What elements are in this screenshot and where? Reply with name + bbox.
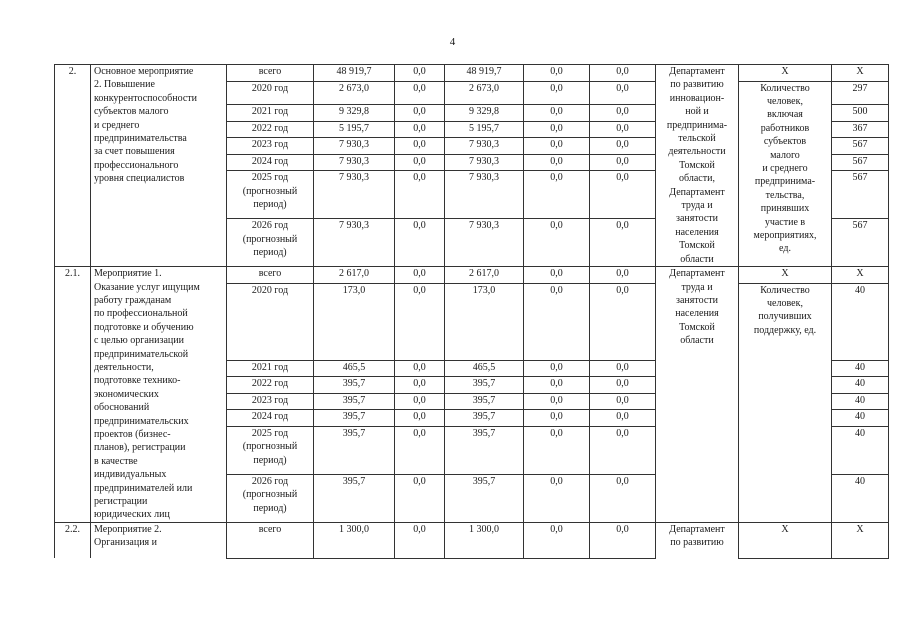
- amount-total: 7 930,3: [314, 219, 395, 267]
- period-cell: 2020 год: [227, 81, 314, 105]
- amount-local: 0,0: [524, 283, 590, 360]
- amount-federal: 0,0: [395, 105, 445, 122]
- amount-local: 0,0: [524, 219, 590, 267]
- amount-total: 7 930,3: [314, 138, 395, 155]
- indicator-value: 40: [832, 360, 889, 377]
- amount-regional: 395,7: [445, 474, 524, 522]
- indicator-value: 500: [832, 105, 889, 122]
- amount-local: 0,0: [524, 105, 590, 122]
- period-cell: 2021 год: [227, 105, 314, 122]
- indicator-value: 567: [832, 171, 889, 219]
- amount-local: 0,0: [524, 121, 590, 138]
- section-number: 2.: [55, 65, 91, 267]
- amount-federal: 0,0: [395, 171, 445, 219]
- amount-total: 465,5: [314, 360, 395, 377]
- amount-total: 395,7: [314, 410, 395, 427]
- amount-regional: 395,7: [445, 426, 524, 474]
- indicator-value: 567: [832, 138, 889, 155]
- amount-total: 395,7: [314, 377, 395, 394]
- amount-regional: 465,5: [445, 360, 524, 377]
- amount-federal: 0,0: [395, 219, 445, 267]
- amount-total: 48 919,7: [314, 65, 395, 82]
- executor-cell: Департамент по развитию: [656, 522, 739, 558]
- period-cell: 2022 год: [227, 121, 314, 138]
- section-name: Основное мероприятие 2. Повышение конкурентоспособности субъектов малого и среднего предпринимательства за счет повышения профессионального уровня специалистов: [91, 65, 227, 267]
- amount-local: 0,0: [524, 171, 590, 219]
- indicator-value: 40: [832, 426, 889, 474]
- amount-regional: 7 930,3: [445, 171, 524, 219]
- executor-cell: Департамент труда и занятости населения Томской области: [656, 267, 739, 523]
- amount-total: 395,7: [314, 426, 395, 474]
- table-row: [55, 522, 889, 558]
- amount-other: 0,0: [590, 522, 656, 558]
- amount-other: 0,0: [590, 360, 656, 377]
- section-number: 2.2.: [55, 522, 91, 558]
- amount-total: 395,7: [314, 474, 395, 522]
- amount-total: 1 300,0: [314, 522, 395, 558]
- amount-regional: 2 617,0: [445, 267, 524, 284]
- indicator-value-header: X: [832, 65, 889, 82]
- amount-local: 0,0: [524, 154, 590, 171]
- section-number: 2.1.: [55, 267, 91, 523]
- amount-local: 0,0: [524, 522, 590, 558]
- amount-local: 0,0: [524, 474, 590, 522]
- indicator-header: X: [739, 267, 832, 284]
- period-cell: 2026 год (прогнозный период): [227, 219, 314, 267]
- executor-cell: Департамент по развитию инновацион- ной и предпринима- тельской деятельности Томской области, Департамент труда и занятости населения Томской области: [656, 65, 739, 267]
- amount-federal: 0,0: [395, 377, 445, 394]
- amount-regional: 5 195,7: [445, 121, 524, 138]
- indicator-header: X: [739, 522, 832, 558]
- amount-regional: 395,7: [445, 410, 524, 427]
- amount-other: 0,0: [590, 474, 656, 522]
- indicator-value: 40: [832, 474, 889, 522]
- period-cell: 2020 год: [227, 283, 314, 360]
- period-cell: 2022 год: [227, 377, 314, 394]
- period-cell: 2024 год: [227, 410, 314, 427]
- indicator-value: 40: [832, 393, 889, 410]
- amount-regional: 7 930,3: [445, 219, 524, 267]
- amount-federal: 0,0: [395, 81, 445, 105]
- indicator-value: 40: [832, 410, 889, 427]
- page-number: 4: [449, 36, 456, 48]
- table-row: [55, 65, 889, 82]
- period-cell: 2021 год: [227, 360, 314, 377]
- period-cell: 2023 год: [227, 393, 314, 410]
- period-cell: 2025 год (прогнозный период): [227, 171, 314, 219]
- indicator-value: 367: [832, 121, 889, 138]
- amount-total: 5 195,7: [314, 121, 395, 138]
- period-cell: 2026 год (прогнозный период): [227, 474, 314, 522]
- amount-federal: 0,0: [395, 154, 445, 171]
- amount-other: 0,0: [590, 138, 656, 155]
- amount-local: 0,0: [524, 65, 590, 82]
- amount-federal: 0,0: [395, 426, 445, 474]
- amount-regional: 395,7: [445, 393, 524, 410]
- amount-federal: 0,0: [395, 138, 445, 155]
- amount-federal: 0,0: [395, 522, 445, 558]
- indicator-value: 40: [832, 283, 889, 360]
- amount-regional: 1 300,0: [445, 522, 524, 558]
- period-cell: всего: [227, 65, 314, 82]
- amount-other: 0,0: [590, 393, 656, 410]
- amount-federal: 0,0: [395, 65, 445, 82]
- amount-other: 0,0: [590, 81, 656, 105]
- amount-other: 0,0: [590, 154, 656, 171]
- period-cell: 2025 год (прогнозный период): [227, 426, 314, 474]
- amount-federal: 0,0: [395, 474, 445, 522]
- amount-local: 0,0: [524, 138, 590, 155]
- period-cell: 2024 год: [227, 154, 314, 171]
- amount-regional: 7 930,3: [445, 138, 524, 155]
- amount-total: 7 930,3: [314, 171, 395, 219]
- amount-other: 0,0: [590, 283, 656, 360]
- amount-total: 395,7: [314, 393, 395, 410]
- table-row: [55, 267, 889, 284]
- amount-local: 0,0: [524, 267, 590, 284]
- amount-federal: 0,0: [395, 267, 445, 284]
- amount-local: 0,0: [524, 360, 590, 377]
- indicator-name: Количество человек, получивших поддержку, ед.: [739, 283, 832, 522]
- amount-regional: 9 329,8: [445, 105, 524, 122]
- amount-other: 0,0: [590, 267, 656, 284]
- amount-other: 0,0: [590, 219, 656, 267]
- amount-other: 0,0: [590, 121, 656, 138]
- amount-total: 2 673,0: [314, 81, 395, 105]
- amount-other: 0,0: [590, 377, 656, 394]
- amount-federal: 0,0: [395, 360, 445, 377]
- amount-local: 0,0: [524, 410, 590, 427]
- period-cell: всего: [227, 267, 314, 284]
- indicator-header: X: [739, 65, 832, 82]
- amount-total: 2 617,0: [314, 267, 395, 284]
- amount-total: 7 930,3: [314, 154, 395, 171]
- amount-regional: 7 930,3: [445, 154, 524, 171]
- indicator-value-header: X: [832, 522, 889, 558]
- budget-table: [54, 64, 889, 559]
- amount-regional: 48 919,7: [445, 65, 524, 82]
- amount-other: 0,0: [590, 171, 656, 219]
- indicator-value: 567: [832, 154, 889, 171]
- amount-local: 0,0: [524, 426, 590, 474]
- amount-federal: 0,0: [395, 410, 445, 427]
- amount-federal: 0,0: [395, 283, 445, 360]
- amount-other: 0,0: [590, 105, 656, 122]
- amount-local: 0,0: [524, 377, 590, 394]
- indicator-value: 40: [832, 377, 889, 394]
- amount-regional: 395,7: [445, 377, 524, 394]
- amount-total: 173,0: [314, 283, 395, 360]
- amount-other: 0,0: [590, 65, 656, 82]
- indicator-value-header: X: [832, 267, 889, 284]
- period-cell: 2023 год: [227, 138, 314, 155]
- indicator-name: Количество человек, включая работников субъектов малого и среднего предпринима- тельства, принявших участие в мероприятиях, ед.: [739, 81, 832, 267]
- amount-total: 9 329,8: [314, 105, 395, 122]
- amount-other: 0,0: [590, 426, 656, 474]
- indicator-value: 567: [832, 219, 889, 267]
- amount-local: 0,0: [524, 81, 590, 105]
- amount-regional: 173,0: [445, 283, 524, 360]
- section-name: Мероприятие 1. Оказание услуг ищущим работу гражданам по профессиональной подготовке и обучению с целью организации предпринимательской деятельности, подготовке технико- экономических обоснований предпринимательских проектов (бизнес- планов), регистрации в качестве индивидуальных предпринимателей или регистрации юридических лиц: [91, 267, 227, 523]
- amount-other: 0,0: [590, 410, 656, 427]
- amount-regional: 2 673,0: [445, 81, 524, 105]
- amount-federal: 0,0: [395, 121, 445, 138]
- amount-federal: 0,0: [395, 393, 445, 410]
- period-cell: всего: [227, 522, 314, 558]
- amount-local: 0,0: [524, 393, 590, 410]
- section-name: Мероприятие 2. Организация и: [91, 522, 227, 558]
- indicator-value: 297: [832, 81, 889, 105]
